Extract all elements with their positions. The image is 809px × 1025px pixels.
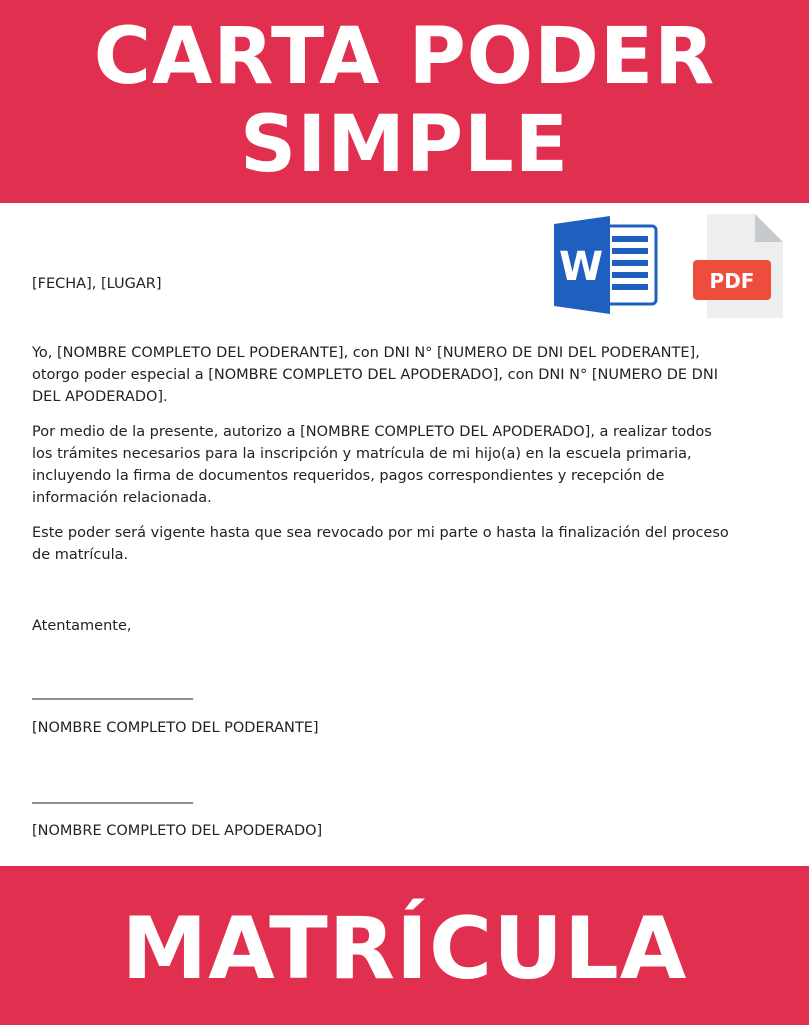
paragraph-1 <box>32 342 732 408</box>
paragraph-3 <box>32 522 732 566</box>
pdf-icon-label: PDF <box>709 269 755 293</box>
paragraph-3-text: Este poder será vigente hasta que sea revocado por mi parte o hasta la finalización del proceso de matrícula. <box>32 525 729 563</box>
footer-banner <box>0 866 809 1025</box>
paragraph-2-text: Por medio de la presente, autorizo a [NOMBRE COMPLETO DEL APODERADO], a realizar todos los trámites necesarios para la inscripción y matrícula de mi hijo(a) en la escuela primaria, incluyendo la firma de documentos requeridos, pagos correspondientes y recepción de información relacionada. <box>32 424 712 506</box>
word-document-icon[interactable] <box>552 216 658 314</box>
word-icon-letter: W <box>558 244 604 290</box>
signature-line-1: _______________________ <box>32 684 193 700</box>
title-line-2: SIMPLE <box>240 100 569 190</box>
pdf-document-icon[interactable] <box>693 214 785 318</box>
title-line-1: CARTA PODER <box>93 12 716 102</box>
footer-title: MATRÍCULA <box>121 899 688 999</box>
signer-2: [NOMBRE COMPLETO DEL APODERADO] <box>32 823 323 839</box>
closing: Atentamente, <box>32 618 132 634</box>
signature-line-2: _______________________ <box>32 788 193 804</box>
date-place: [FECHA], [LUGAR] <box>32 276 162 292</box>
paragraph-2 <box>32 421 732 509</box>
header-banner <box>0 0 809 203</box>
paragraph-1-text: Yo, [NOMBRE COMPLETO DEL PODERANTE], con DNI N° [NUMERO DE DNI DEL PODERANTE], otorgo poder especial a [NOMBRE COMPLETO DEL APODERADO], con DNI N° [NUMERO DE DNI DEL APODERADO]. <box>32 345 718 405</box>
signer-1: [NOMBRE COMPLETO DEL PODERANTE] <box>32 720 319 736</box>
